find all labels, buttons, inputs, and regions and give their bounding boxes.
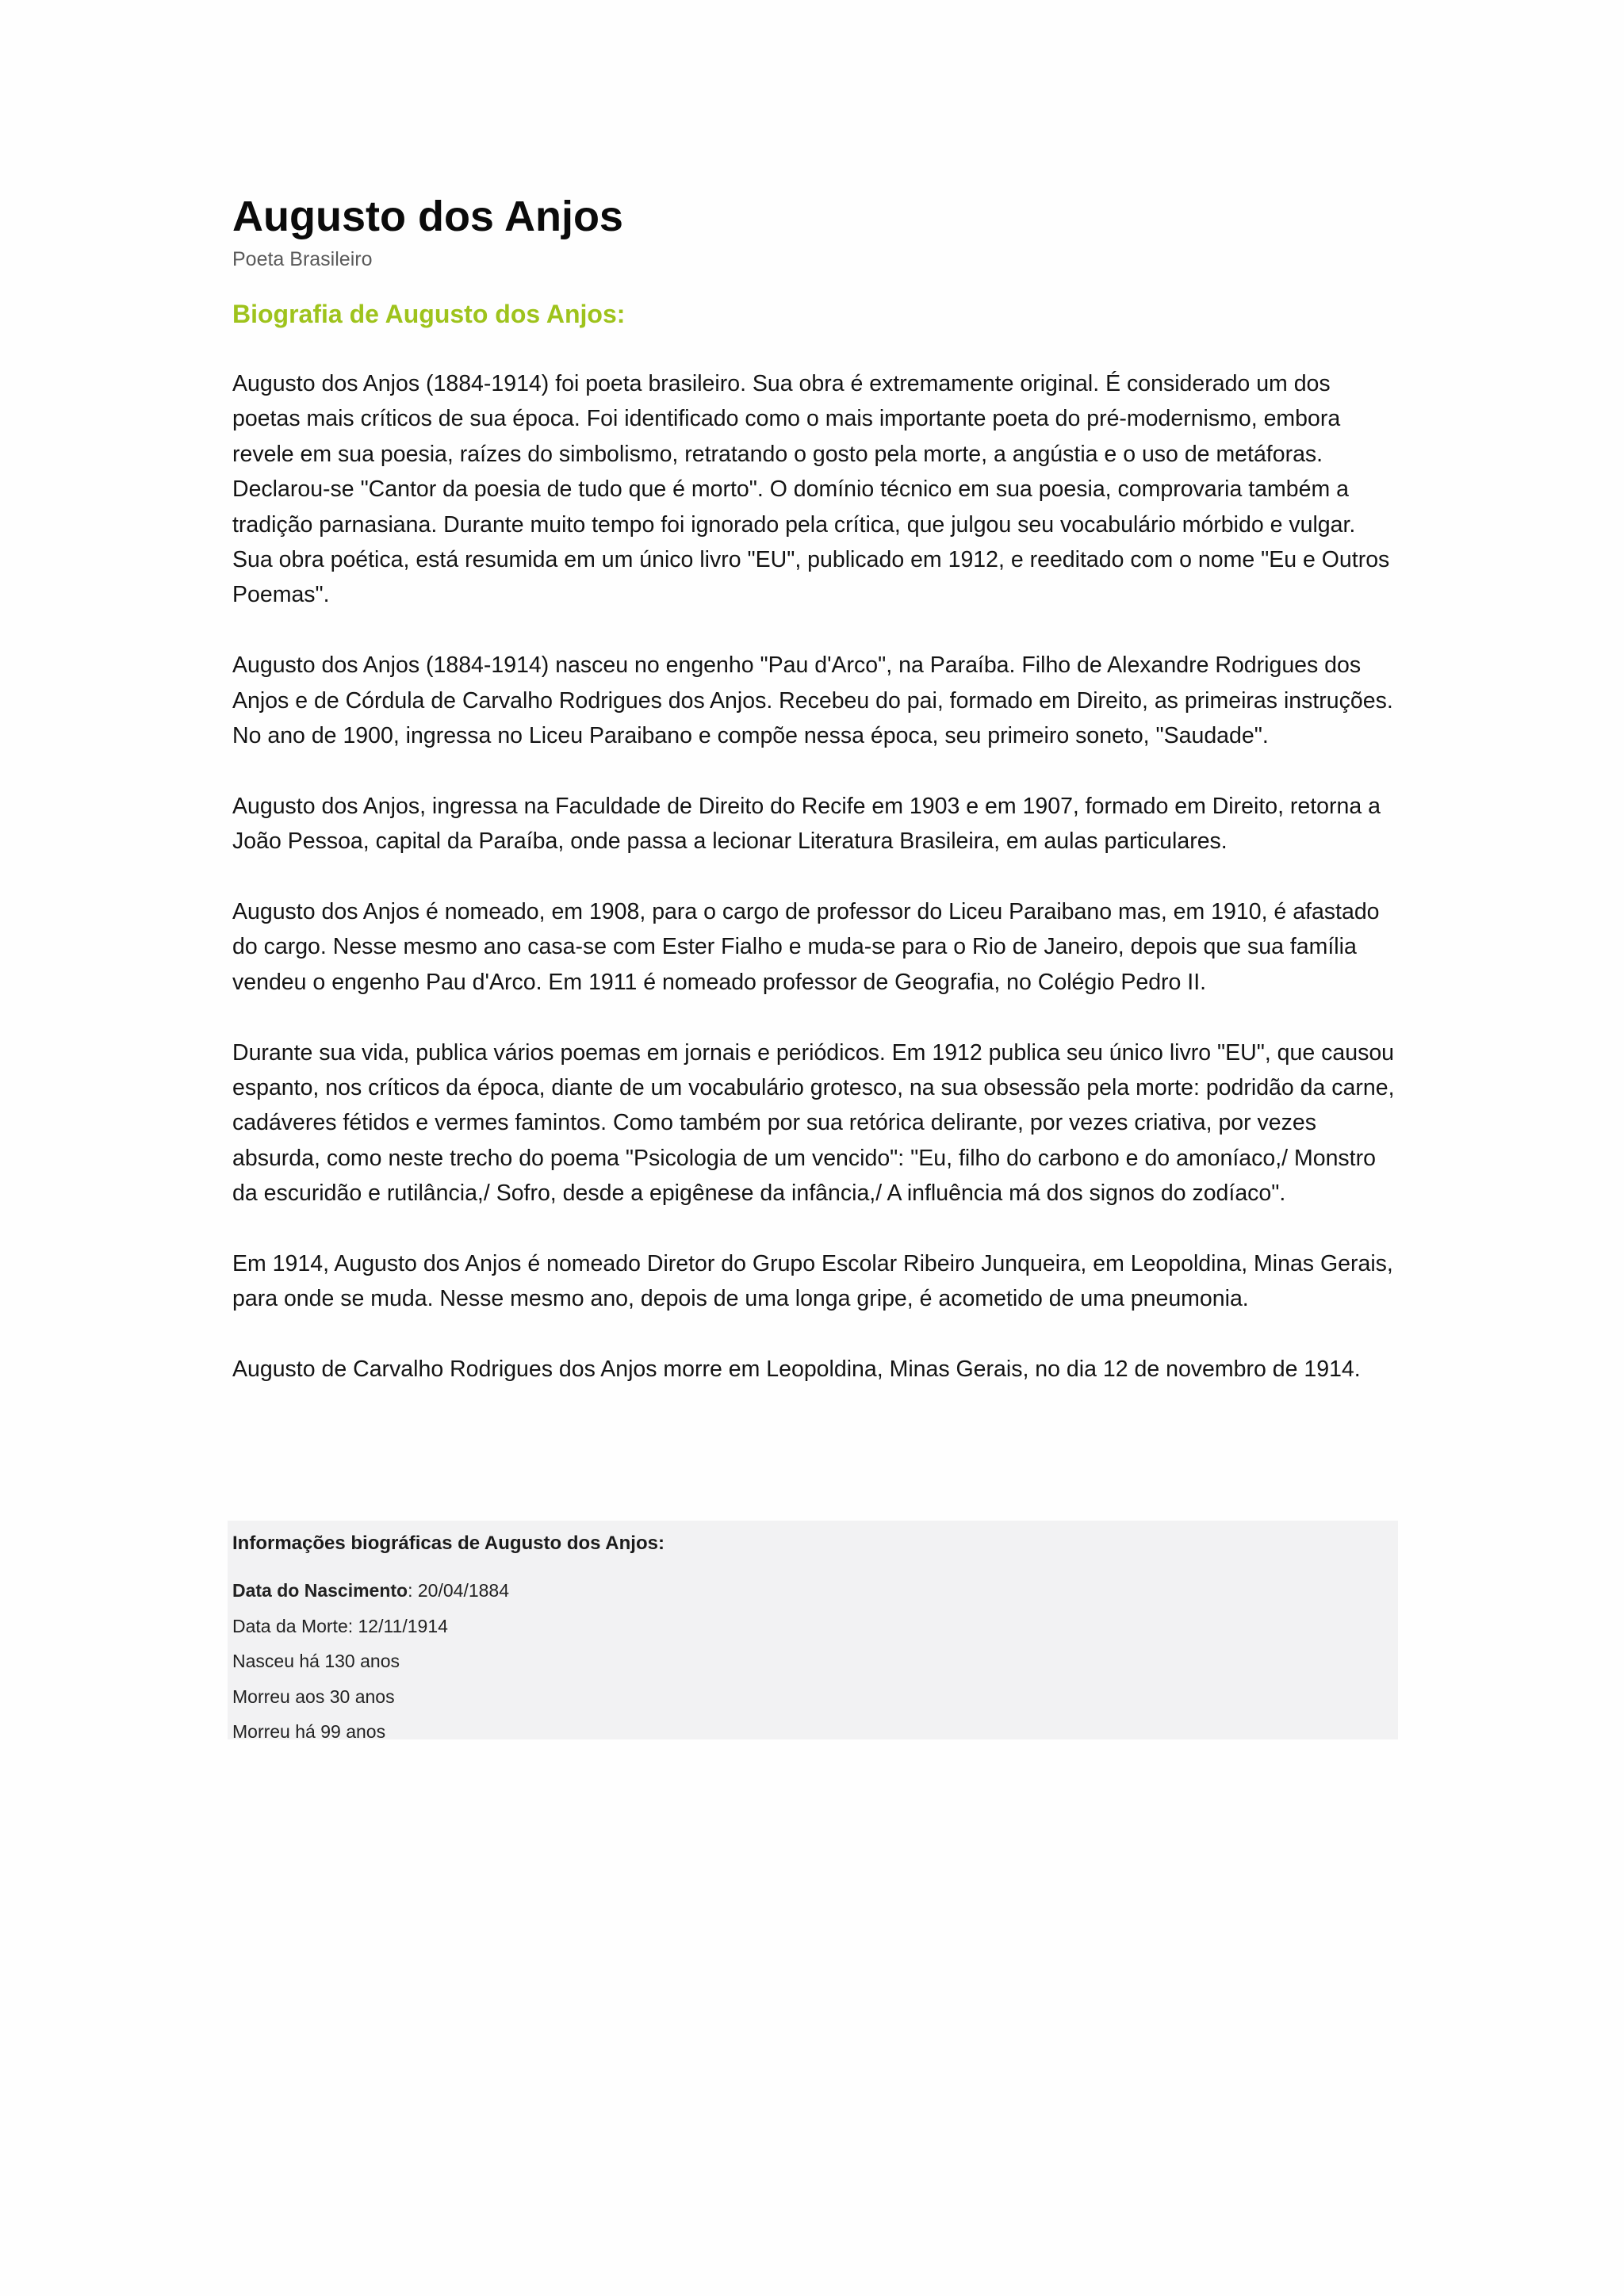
biography-paragraph-4: Augusto dos Anjos é nomeado, em 1908, para o cargo de professor do Liceu Paraibano mas, em 1910, é afastado do cargo. Nesse mesmo ano casa-se com Ester Fialho e muda-se para o Rio de Janeiro, depois que sua família vendeu o engenho Pau d'Arco. Em 1911 é nomeado professor de Geografia, no Colégio Pedro II.	[232, 899, 1380, 995]
biography-body	[232, 366, 1398, 1387]
info-died-age: Morreu aos 30 anos	[232, 1686, 395, 1707]
info-birth-label: Data do Nascimento	[232, 1580, 408, 1601]
biography-paragraph-5: Durante sua vida, publica vários poemas em jornais e periódicos. Em 1912 publica seu único livro "EU", que causou espanto, nos críticos da época, diante de um vocabulário grotesco, na sua obsessão pela morte: podridão da carne, cadáveres fétidos e vermes famintos. Como também por sua retórica delirante, por vezes criativa, por vezes absurda, como neste trecho do poema "Psicologia de um vencido": "Eu, filho do carbono e do amoníaco,/ Monstro da escuridão e rutilância,/ Sofro, desde a epigênese da infância,/ A influência má dos signos do zodíaco".	[232, 1039, 1395, 1207]
info-born-ago: Nasceu há 130 anos	[232, 1651, 400, 1671]
biographical-info-box	[228, 1521, 1398, 1742]
info-heading: Informações biográficas de Augusto dos Anjos:	[232, 1533, 665, 1554]
biography-paragraph-3: Augusto dos Anjos, ingressa na Faculdade de Direito do Recife em 1903 e em 1907, formado em Direito, retorna a João Pessoa, capital da Paraíba, onde passa a lecionar Literatura Brasileira, em aulas particulares.	[232, 793, 1381, 855]
info-died-ago: Morreu há 99 anos	[232, 1721, 386, 1742]
info-birth-value: : 20/04/1884	[408, 1580, 510, 1601]
biography-paragraph-1: Augusto dos Anjos (1884-1914) foi poeta brasileiro. Sua obra é extremamente original. É considerado um dos poetas mais críticos de sua época. Foi identificado como o mais importante poeta do pré-modernismo, embora revele em sua poesia, raízes do simbolismo, retratando o gosto pela morte, a angústia e o uso de metáforas. Declarou-se "Cantor da poesia de tudo que é morto". O domínio técnico em sua poesia, comprovaria também a tradição parnasiana. Durante muito tempo foi ignorado pela crítica, que julgou seu vocabulário mórbido e vulgar. Sua obra poética, está resumida em um único livro "EU", publicado em 1912, e reeditado com o nome "Eu e Outros Poemas".	[232, 371, 1390, 608]
page-subtitle: Poeta Brasileiro	[232, 248, 373, 270]
biography-heading: Biografia de Augusto dos Anjos:	[232, 300, 626, 328]
biography-paragraph-6: Em 1914, Augusto dos Anjos é nomeado Diretor do Grupo Escolar Ribeiro Junqueira, em Leopoldina, Minas Gerais, para onde se muda. Nesse mesmo ano, depois de uma longa gripe, é acometido de uma pneumonia.	[232, 1251, 1393, 1312]
article	[232, 187, 1398, 1422]
page-title: Augusto dos Anjos	[232, 193, 623, 240]
info-death-date: Data da Morte: 12/11/1914	[232, 1615, 448, 1636]
biography-paragraph-2: Augusto dos Anjos (1884-1914) nasceu no engenho "Pau d'Arco", na Paraíba. Filho de Alexandre Rodrigues dos Anjos e de Córdula de Carvalho Rodrigues dos Anjos. Recebeu do pai, formado em Direito, as primeiras instruções. No ano de 1900, ingressa no Liceu Paraibano e compõe nessa época, seu primeiro soneto, "Saudade".	[232, 652, 1393, 749]
info-birth-date	[232, 1573, 1398, 1609]
biography-paragraph-7: Augusto de Carvalho Rodrigues dos Anjos morre em Leopoldina, Minas Gerais, no dia 12 de novembro de 1914.	[232, 1357, 1361, 1383]
